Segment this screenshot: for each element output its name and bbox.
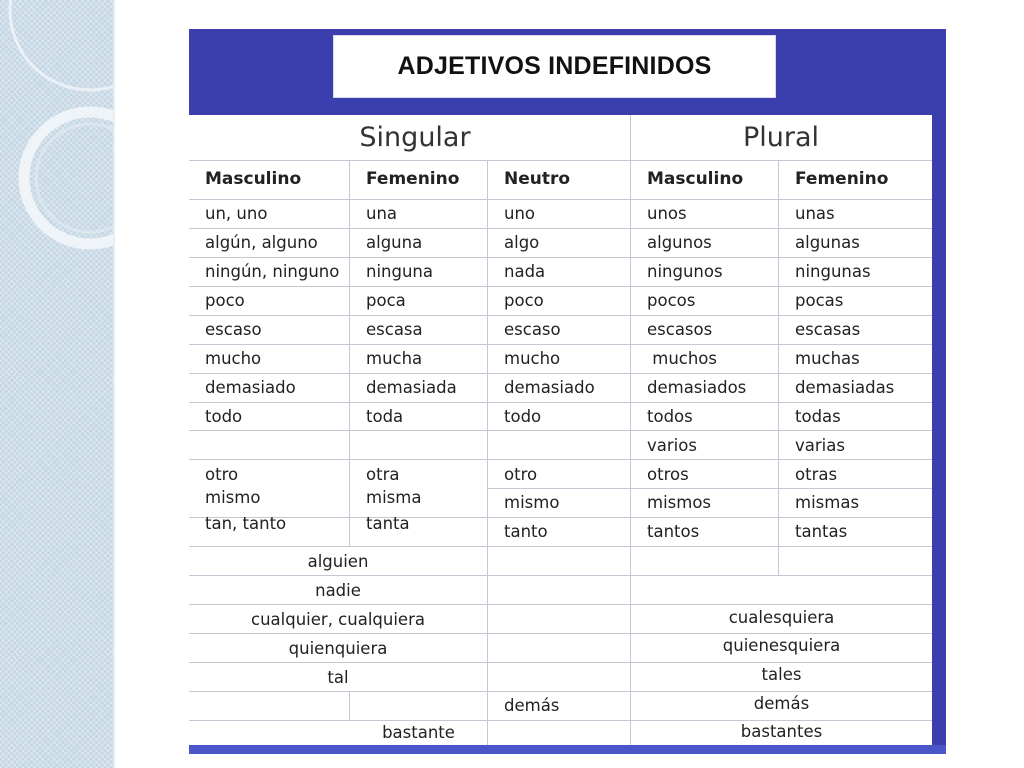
cualesquiera-cell: cualesquiera [728,608,835,628]
cell-masculino-singular: tan, tanto [205,514,287,534]
cell-neutro: mismo [504,493,560,513]
cell-masculino-plural: todos [647,407,693,427]
cell-masculino-plural: muchos [647,349,717,369]
cell-neutro: uno [504,204,536,224]
demas-neutro-cell: demás [504,696,560,716]
cell-neutro: otro [504,465,538,485]
tales-cell: tales [761,665,802,685]
cell-femenino-singular: poca [366,291,406,311]
cell-femenino-plural: varias [795,436,845,456]
cell-neutro [488,432,630,461]
cell-femenino-singular: mucha [366,349,423,369]
cell-femenino-plural: demasiadas [795,378,895,398]
cell-femenino-plural: muchas [795,349,860,369]
cell-masculino-singular: mucho [205,349,262,369]
cell-femenino-singular: tanta [366,514,410,534]
cell-neutro: nada [504,262,546,282]
cell-femenino-singular: una [366,204,398,224]
column-header-femenino-plural: Femenino [795,169,889,189]
cell-femenino-singular: alguna [366,233,423,253]
cell-masculino-singular: algún, alguno [205,233,318,253]
cell-neutro: demasiado [504,378,595,398]
cell-masculino-singular: un, uno [205,204,268,224]
cell-neutro: algo [504,233,540,253]
cell-masculino-singular: otro [205,465,239,485]
cell-femenino-plural: tantas [795,522,848,542]
frame-right-edge [932,115,946,754]
cell-femenino-plural: otras [795,465,838,485]
cell-masculino-plural: ningunos [647,262,723,282]
slide-title: ADJETIVOS INDEFINIDOS [333,35,776,98]
tal-cell: tal [327,668,349,688]
cell-femenino-singular: misma [366,488,422,508]
cell-femenino-singular [350,432,487,461]
cell-masculino-singular: escaso [205,320,262,340]
group-header-plural: Plural [742,122,820,153]
cell-masculino-plural: otros [647,465,689,485]
cell-neutro: todo [504,407,542,427]
cell-neutro: escaso [504,320,561,340]
cell-femenino-plural: todas [795,407,841,427]
alguien-cell: alguien [307,551,369,571]
cell-femenino-singular: demasiada [366,378,457,398]
demas-plural-cell: demás [753,694,810,714]
cualquier-cell: cualquier, cualquiera [251,610,425,630]
cell-masculino-singular: ningún, ninguno [205,262,340,282]
cell-femenino-singular: ninguna [366,262,433,282]
cell-masculino-plural: algunos [647,233,712,253]
cell-femenino-plural: escasas [795,320,861,340]
cell-neutro: tanto [504,522,548,542]
cell-masculino-plural: varios [647,436,697,456]
cell-femenino-plural: mismas [795,493,860,513]
cell-masculino-plural: escasos [647,320,713,340]
cell-masculino-plural: mismos [647,493,712,513]
cell-masculino-singular [189,432,349,461]
group-header-singular: Singular [359,122,471,153]
cell-masculino-singular: mismo [205,488,261,508]
cell-femenino-plural: pocas [795,291,844,311]
cell-femenino-plural: unas [795,204,835,224]
cell-femenino-singular: escasa [366,320,423,340]
cell-masculino-plural: demasiados [647,378,747,398]
strip-divider [113,0,115,768]
cell-femenino-singular: otra [366,465,400,485]
cell-neutro: mucho [504,349,561,369]
quienquiera-cell: quienquiera [288,639,388,659]
column-header-masculino-singular: Masculino [205,169,302,189]
cell-masculino-plural: unos [647,204,687,224]
cell-femenino-plural: ningunas [795,262,871,282]
cell-masculino-singular: poco [205,291,245,311]
column-header-neutro: Neutro [504,169,571,189]
cell-femenino-singular: toda [366,407,404,427]
cell-masculino-singular: todo [205,407,243,427]
column-header-femenino-singular: Femenino [366,169,460,189]
decorative-side-strip [0,0,114,768]
column-header-masculino-plural: Masculino [647,169,744,189]
cell-masculino-plural: tantos [647,522,700,542]
cell-masculino-plural: pocos [647,291,696,311]
cell-neutro: poco [504,291,544,311]
cell-masculino-singular: demasiado [205,378,296,398]
decorative-rings-icon [0,0,114,768]
quienesquiera-cell: quienesquiera [722,636,841,656]
frame-bottom-edge [189,745,946,754]
bastante-cell: bastante [382,723,455,743]
cell-femenino-plural: algunas [795,233,860,253]
bastantes-cell: bastantes [740,722,823,742]
nadie-cell: nadie [315,581,361,601]
